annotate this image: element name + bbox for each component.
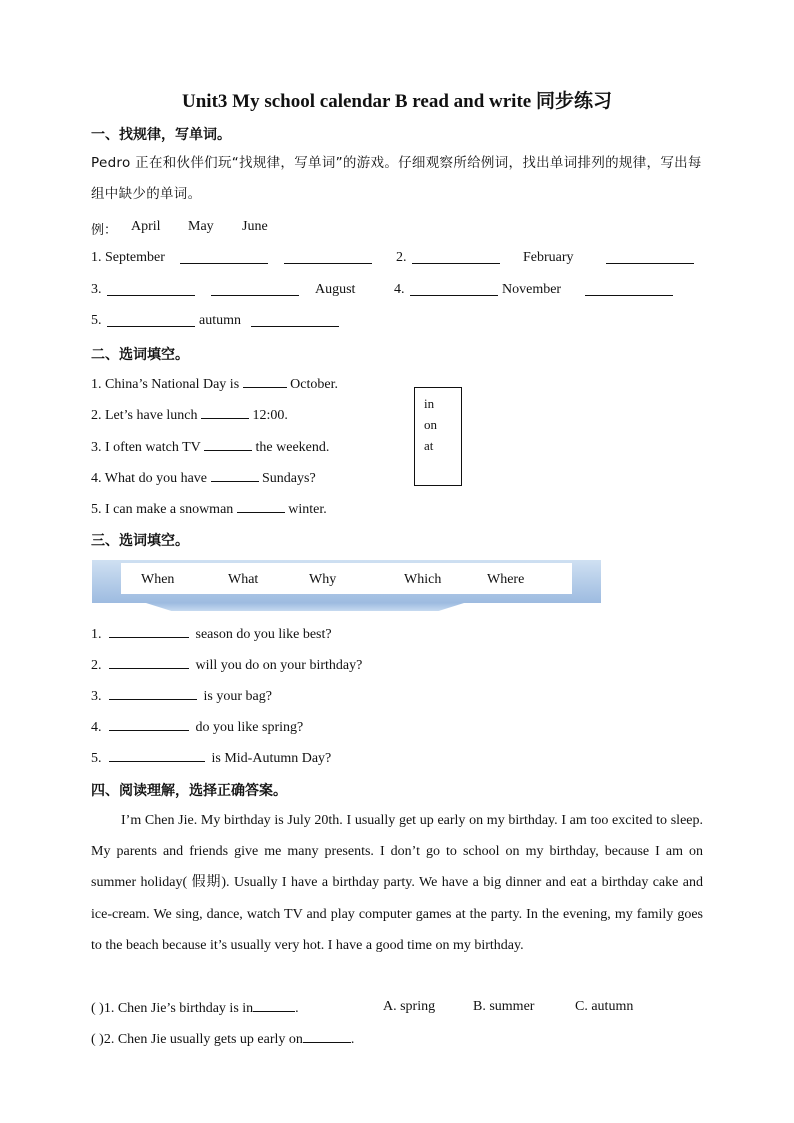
answer-paren[interactable]: ( )	[91, 1001, 104, 1016]
word-bank-tab	[146, 603, 464, 611]
choice-word: in	[424, 396, 435, 411]
given-word: August	[315, 282, 356, 297]
mc-question-1: ( )1. Chen Jie’s birthday is in .	[91, 1001, 299, 1016]
word-bank-word: Which	[404, 572, 442, 587]
answer-blank[interactable]	[211, 283, 299, 296]
example-word: April	[131, 219, 161, 234]
fill-item-5: 5. I can make a snowman winter.	[91, 502, 327, 517]
word-bank-word: Where	[487, 572, 525, 587]
answer-blank[interactable]	[109, 687, 197, 700]
reading-passage: I’m Chen Jie. My birthday is July 20th. I usually get up early on my birthday. I am too excited to sleep. My parents and friends give me many presents. I don’t go to school on my birthday, because I am on summer holiday( 假期). Usually I have a birthday party. We have a big dinner and eat a birthday cake and ice-cream. We sing, dance, watch TV and play computer games at the party. In the evening, my family goes to the beach because it’s usually very hot. I have a good time on my birthday.	[91, 813, 703, 953]
answer-blank[interactable]	[201, 406, 249, 419]
fill-item-2: 2. Let’s have lunch 12:00.	[91, 408, 288, 423]
word-bank-word: When	[141, 572, 175, 587]
answer-blank[interactable]	[204, 438, 252, 451]
question-item-3: 3. is your bag?	[91, 689, 272, 704]
section1-heading: 一、找规律，写单词。	[91, 127, 231, 143]
pattern-item-4-num: 4.	[394, 282, 405, 297]
option-b[interactable]: B. summer	[473, 999, 535, 1014]
question-item-1: 1. season do you like best?	[91, 627, 332, 642]
choice-word: at	[424, 438, 434, 453]
answer-blank[interactable]	[251, 314, 339, 327]
section4-heading: 四、阅读理解，选择正确答案。	[91, 783, 287, 799]
answer-blank[interactable]	[107, 314, 195, 327]
word-bank-word: What	[228, 572, 259, 587]
answer-blank[interactable]	[606, 251, 694, 264]
example-word: June	[242, 219, 268, 234]
answer-blank[interactable]	[180, 251, 268, 264]
word-choice-box	[414, 387, 462, 486]
fill-item-3: 3. I often watch TV the weekend.	[91, 440, 330, 455]
given-word: November	[502, 282, 562, 297]
mc-question-2: ( )2. Chen Jie usually gets up early on .	[91, 1032, 355, 1047]
answer-blank[interactable]	[109, 656, 189, 669]
answer-blank[interactable]	[284, 251, 372, 264]
word-bank-word: Why	[309, 572, 337, 587]
example-row	[91, 219, 117, 239]
answer-blank	[253, 999, 295, 1012]
example-word: May	[188, 219, 214, 234]
choice-word: on	[424, 417, 437, 432]
answer-blank[interactable]	[412, 251, 500, 264]
section1-intro: Pedro 正在和伙伴们玩“找规律，写单词”的游戏。仔细观察所给例词，找出单词排列的规律，写出每组中缺少的单词。	[91, 155, 702, 202]
option-a[interactable]: A. spring	[383, 999, 436, 1014]
pattern-item-3-num: 3.	[91, 282, 102, 297]
answer-paren[interactable]: ( )	[91, 1032, 104, 1047]
pattern-item-5-num: 5.	[91, 313, 102, 328]
answer-blank	[303, 1030, 351, 1043]
answer-blank[interactable]	[243, 375, 287, 388]
answer-blank[interactable]	[585, 283, 673, 296]
given-word: February	[523, 250, 574, 265]
question-item-4: 4. do you like spring?	[91, 720, 304, 735]
section2-heading: 二、选词填空。	[91, 347, 189, 363]
page-title: Unit3 My school calendar B read and write 同步练习	[182, 91, 612, 112]
answer-blank[interactable]	[107, 283, 195, 296]
question-item-5: 5. is Mid-Autumn Day?	[91, 751, 332, 766]
answer-blank[interactable]	[109, 718, 189, 731]
pattern-item-1: 1. September	[91, 250, 165, 265]
given-word: September	[105, 250, 165, 265]
pattern-item-2-num: 2.	[396, 250, 407, 265]
answer-blank[interactable]	[410, 283, 498, 296]
answer-blank[interactable]	[237, 500, 285, 513]
section3-heading: 三、选词填空。	[91, 533, 189, 549]
example-label: 例：	[91, 223, 118, 238]
answer-blank[interactable]	[109, 625, 189, 638]
fill-item-1: 1. China’s National Day is October.	[91, 377, 338, 392]
fill-item-4: 4. What do you have Sundays?	[91, 471, 316, 486]
option-c[interactable]: C. autumn	[575, 999, 634, 1014]
given-word: autumn	[199, 313, 241, 328]
answer-blank[interactable]	[109, 749, 205, 762]
answer-blank[interactable]	[211, 469, 259, 482]
question-item-2: 2. will you do on your birthday?	[91, 658, 363, 673]
